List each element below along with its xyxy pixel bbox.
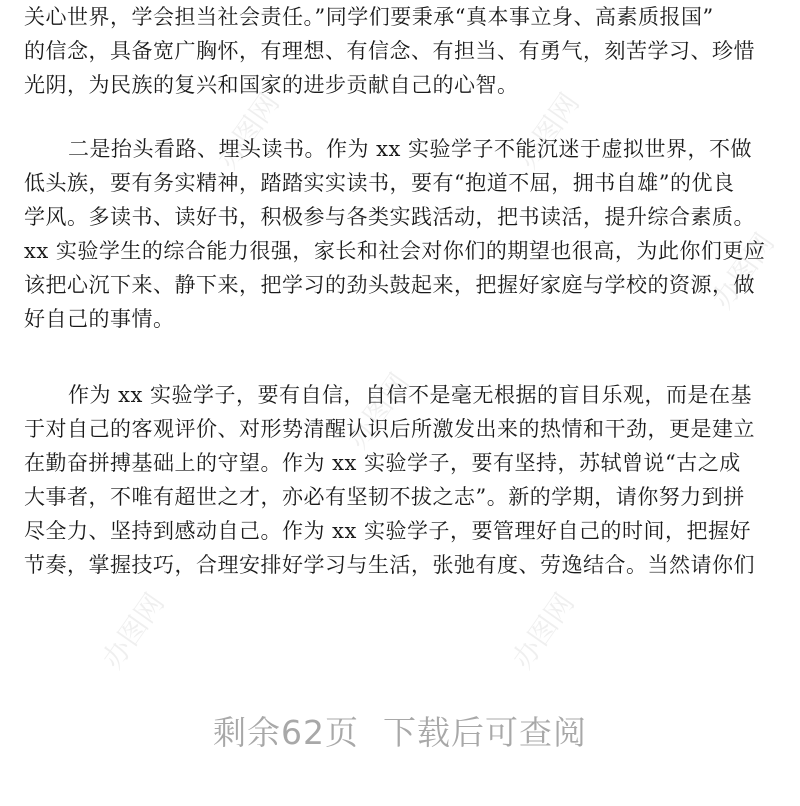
text-line: 关心世界，学会担当社会责任。”同学们要秉承“真本事立身、高素质报国”: [24, 5, 714, 29]
watermark: 办图网: [505, 586, 581, 675]
watermark: 办图网: [210, 86, 286, 175]
paragraph-3: [24, 378, 776, 582]
text-line: 尽全力、坚持到感动自己。作为 xx 实验学子，要管理好自己的时间，把握好: [24, 519, 752, 543]
watermark: 办图网: [95, 586, 171, 675]
text-line: 低头族，要有务实精神，踏踏实实读书，要有“抱道不屈，拥书自雄”的优良: [24, 171, 735, 195]
download-prompt-label: 下载后可查阅: [383, 712, 587, 752]
text-line: xx 实验学生的综合能力很强，家长和社会对你们的期望也很高，为此你们更应: [24, 239, 766, 263]
text-line: 二是抬头看路、埋头读书。作为 xx 实验学子不能沉迷于虚拟世界，不做: [68, 137, 753, 161]
watermark: 办图网: [340, 366, 416, 455]
text-line: 该把心沉下来、静下来，把学习的劲头鼓起来，把握好家庭与学校的资源，做: [24, 273, 755, 297]
download-banner[interactable]: [0, 700, 800, 760]
text-line: 光阴，为民族的复兴和国家的进步贡献自己的心智。: [24, 73, 519, 97]
text-line: 于对自己的客观评价、对形势清醒认识后所激发出来的热情和干劲，更是建立: [24, 417, 755, 441]
text-line: 好自己的事情。: [24, 307, 175, 331]
text-line: 作为 xx 实验学子，要有自信，自信不是毫无根据的盲目乐观，而是在基: [68, 383, 753, 407]
text-line: 学风。多读书、读好书，积极参与各类实践活动，把书读活，提升综合素质。: [24, 205, 755, 229]
text-line: 的信念，具备宽广胸怀，有理想、有信念、有担当、有勇气，刻苦学习、珍惜: [24, 39, 755, 63]
text-line: 节奏，掌握技巧，合理安排好学习与生活，张弛有度、劳逸结合。当然请你们: [24, 553, 755, 577]
remaining-pages-label: 剩余62页: [213, 712, 359, 752]
paragraph-1: [24, 0, 776, 102]
text-line: 大事者，不唯有超世之才，亦必有坚韧不拔之志”。新的学期，请你努力到拼: [24, 485, 745, 509]
watermark: 办图网: [705, 226, 781, 315]
text-line: 在勤奋拼搏基础上的守望。作为 xx 实验学子，要有坚持，苏轼曾说“古之成: [24, 451, 741, 475]
paragraph-2: [24, 132, 776, 336]
watermark: 办图网: [510, 86, 586, 175]
